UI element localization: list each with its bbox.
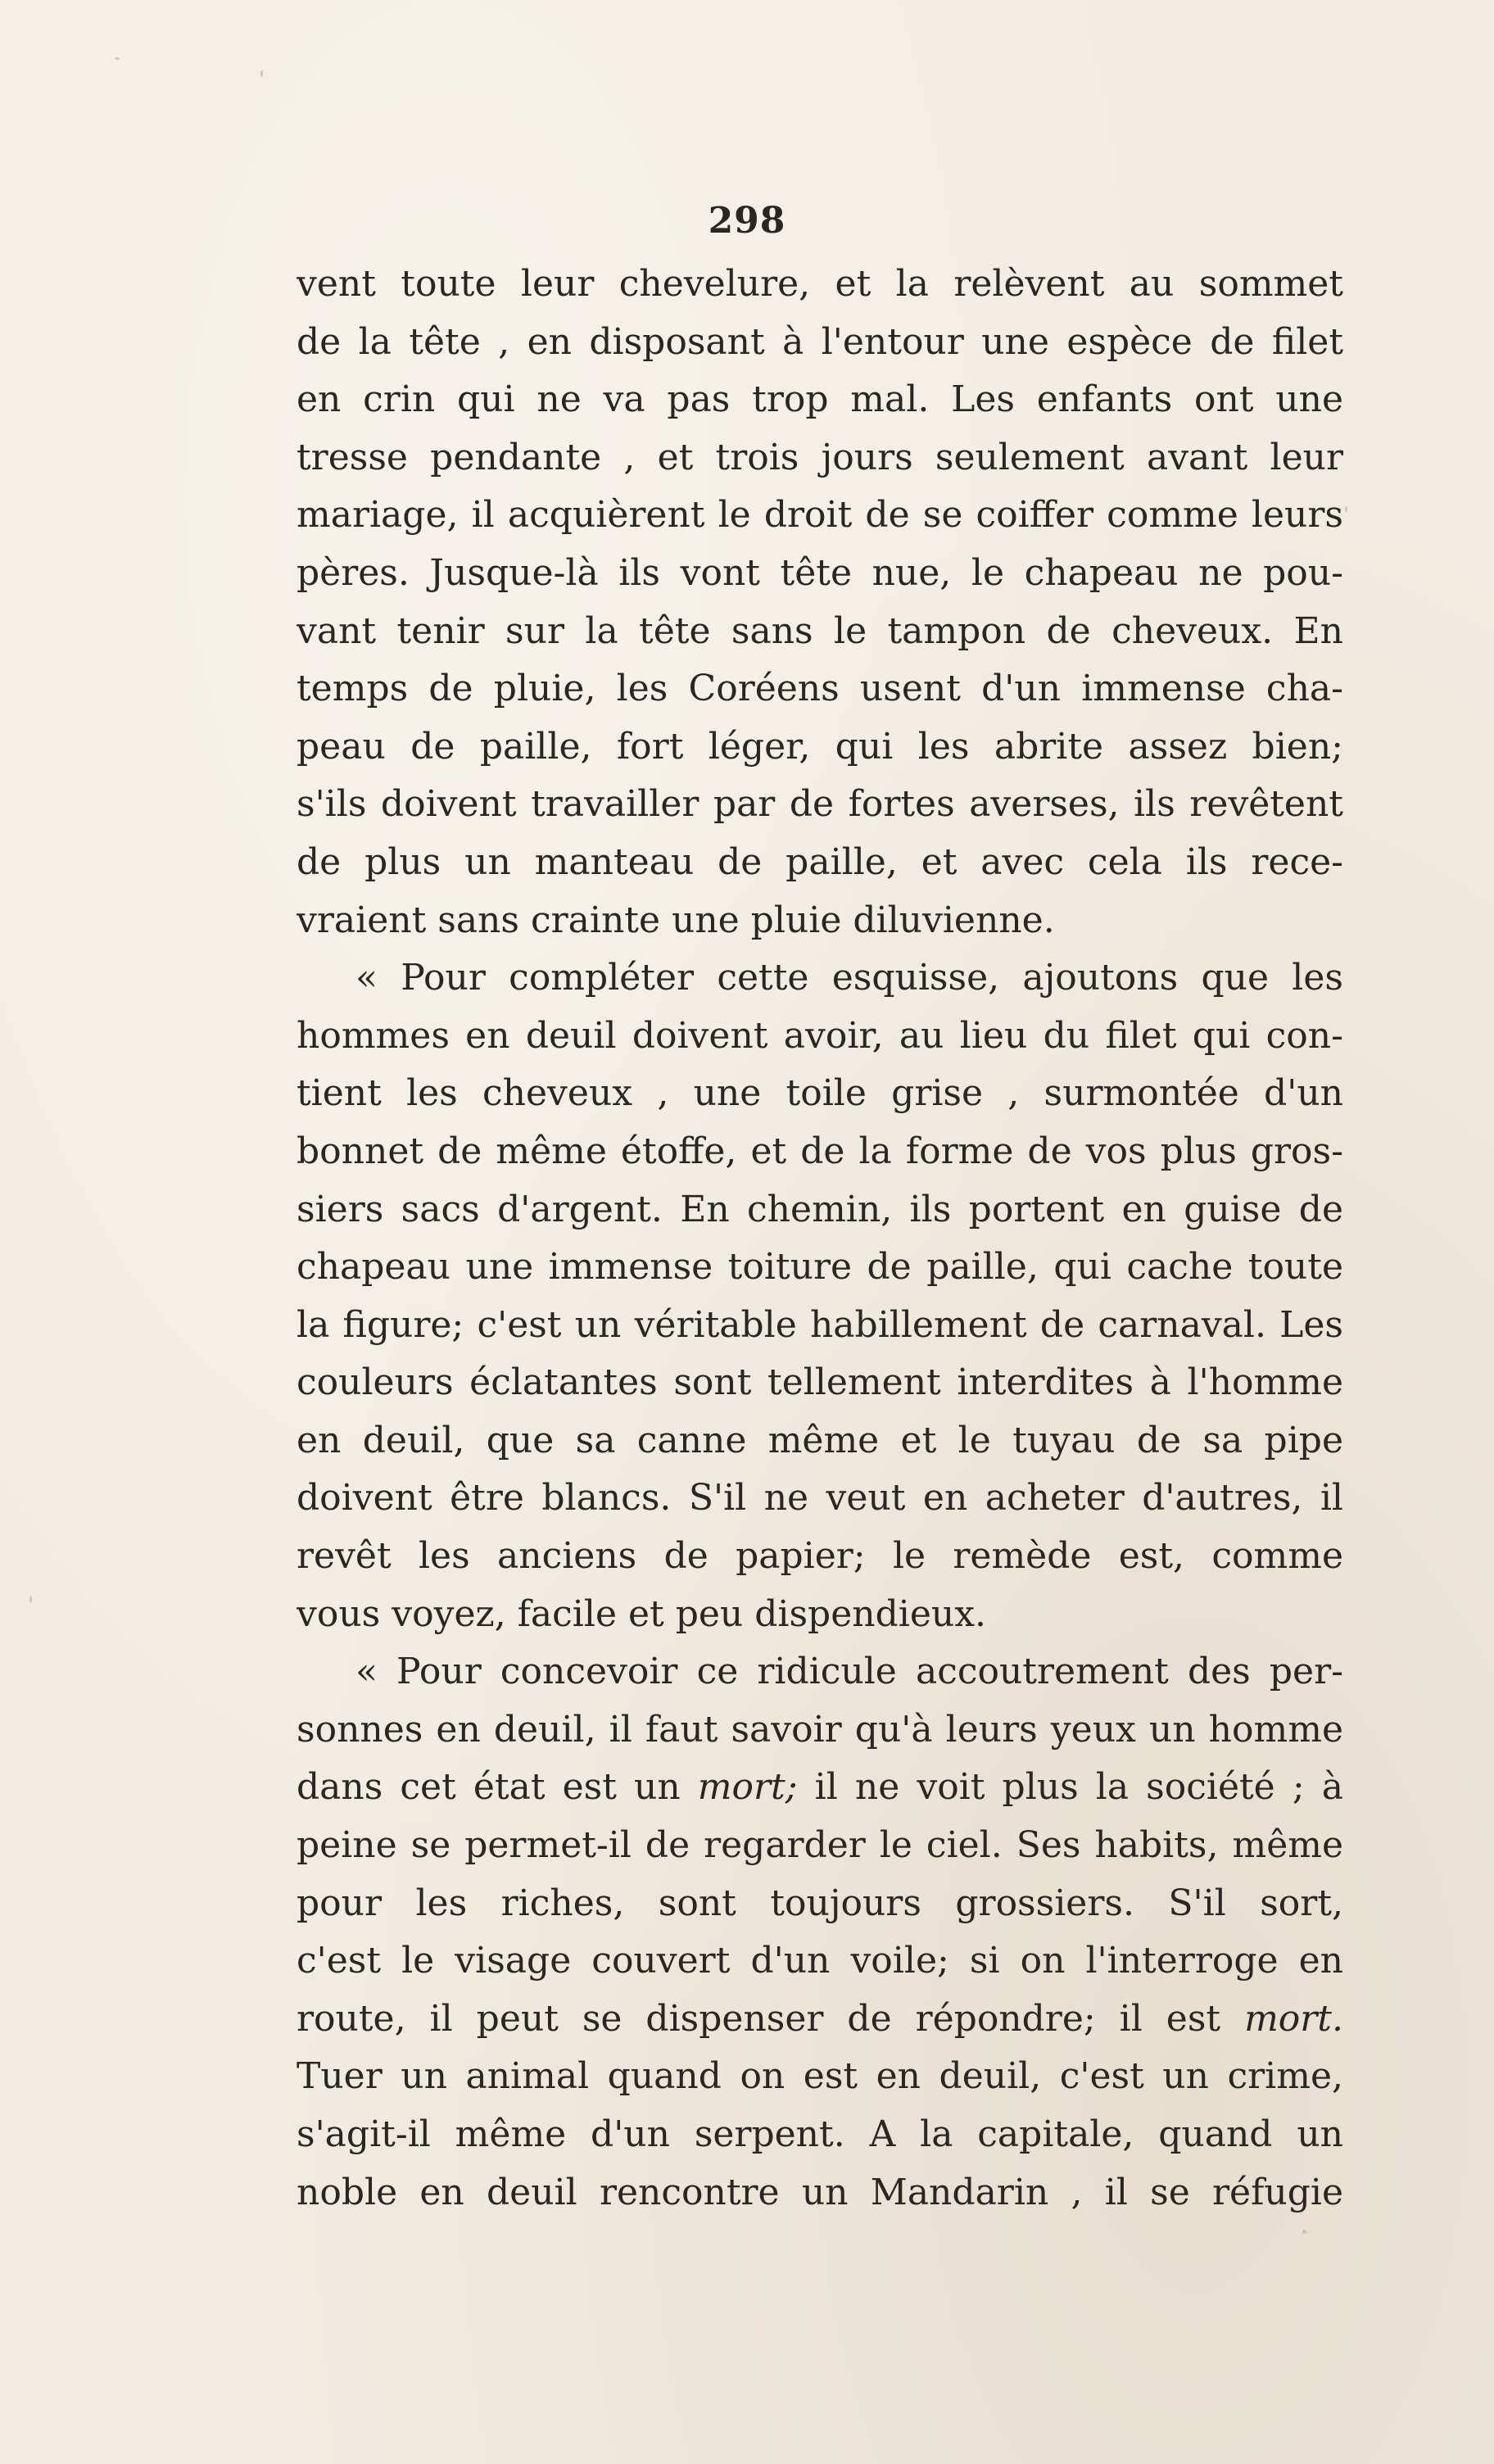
italic-word: mort.	[1244, 1997, 1343, 2040]
text-segment: il ne voit plus la société ; à	[814, 1766, 1343, 1809]
page-number: 298	[708, 200, 786, 242]
text-line: la figure; c'est un véritable habillement de carnaval. Les	[297, 1303, 1343, 1346]
text-line: de plus un manteau de paille, et avec cela ils rece-	[297, 840, 1343, 883]
text-line: en crin qui ne va pas trop mal. Les enfants ont une	[297, 378, 1343, 421]
text-line: pères. Jusque-là ils vont tête nue, le chapeau ne pou-	[297, 551, 1343, 594]
text-line: c'est le visage couvert d'un voile; si on l'interroge en	[297, 1940, 1343, 1982]
text-line: sonnes en deuil, il faut savoir qu'à leurs yeux un homme	[297, 1708, 1343, 1751]
text-line: pour les riches, sont toujours grossiers. S'il sort,	[297, 1882, 1343, 1924]
text-line: vous voyez, facile et peu dispendieux.	[297, 1592, 986, 1635]
paper-speck	[29, 1596, 32, 1603]
italic-word: mort;	[697, 1766, 798, 1809]
text-line: en deuil, que sa canne même et le tuyau de sa pipe	[297, 1419, 1343, 1461]
text-line: peine se permet-il de regarder le ciel. Ses habits, même	[297, 1824, 1343, 1867]
text-line: de la tête , en disposant à l'entour une espèce de filet	[297, 320, 1343, 363]
text-line: « Pour compléter cette esquisse, ajoutons que les	[355, 957, 1343, 999]
body-text	[297, 256, 1343, 2222]
text-line: mariage, il acquièrent le droit de se coiffer comme leurs	[297, 494, 1343, 537]
paper-speck	[260, 70, 263, 77]
text-line: vent toute leur chevelure, et la relèvent au sommet	[297, 263, 1343, 305]
text-line: « Pour concevoir ce ridicule accoutrement des per-	[355, 1651, 1343, 1693]
text-line: bonnet de même étoffe, et de la forme de vos plus gros-	[297, 1130, 1343, 1172]
text-line: vraient sans crainte une pluie diluvienne.	[297, 899, 1055, 941]
text-segment: dans cet état est un	[297, 1766, 681, 1809]
text-line: doivent être blancs. S'il ne veut en acheter d'autres, il	[297, 1477, 1343, 1520]
text-segment: route, il peut se dispenser de répondre; il est	[297, 1997, 1221, 2040]
text-line	[297, 1759, 1343, 1817]
text-line: couleurs éclatantes sont tellement interdites à l'homme	[297, 1361, 1343, 1404]
text-line: tresse pendante , et trois jours seulement avant leur	[297, 436, 1343, 478]
text-line: revêt les anciens de papier; le remède est, comme	[297, 1535, 1343, 1578]
text-line: peau de paille, fort léger, qui les abrite assez bien;	[297, 725, 1343, 768]
text-line: tient les cheveux , une toile grise , surmontée d'un	[297, 1072, 1343, 1115]
text-line: s'ils doivent travailler par de fortes averses, ils revêtent	[297, 783, 1343, 826]
paper-speck	[1345, 506, 1347, 512]
text-line: chapeau une immense toiture de paille, qui cache toute	[297, 1246, 1343, 1289]
text-line: vant tenir sur la tête sans le tampon de cheveux. En	[297, 609, 1343, 652]
text-line: hommes en deuil doivent avoir, au lieu du filet qui con-	[297, 1014, 1343, 1057]
paper-speck	[1302, 2230, 1306, 2234]
text-line: Tuer un animal quand on est en deuil, c'est un crime,	[297, 2055, 1343, 2098]
text-line	[297, 1991, 1343, 2049]
text-line: noble en deuil rencontre un Mandarin , il se réfugie	[297, 2171, 1343, 2213]
text-line: s'agit-il même d'un serpent. A la capitale, quand un	[297, 2113, 1343, 2155]
paper-speck	[115, 57, 120, 60]
text-line: siers sacs d'argent. En chemin, ils portent en guise de	[297, 1188, 1343, 1230]
text-line: temps de pluie, les Coréens usent d'un immense cha-	[297, 668, 1343, 710]
